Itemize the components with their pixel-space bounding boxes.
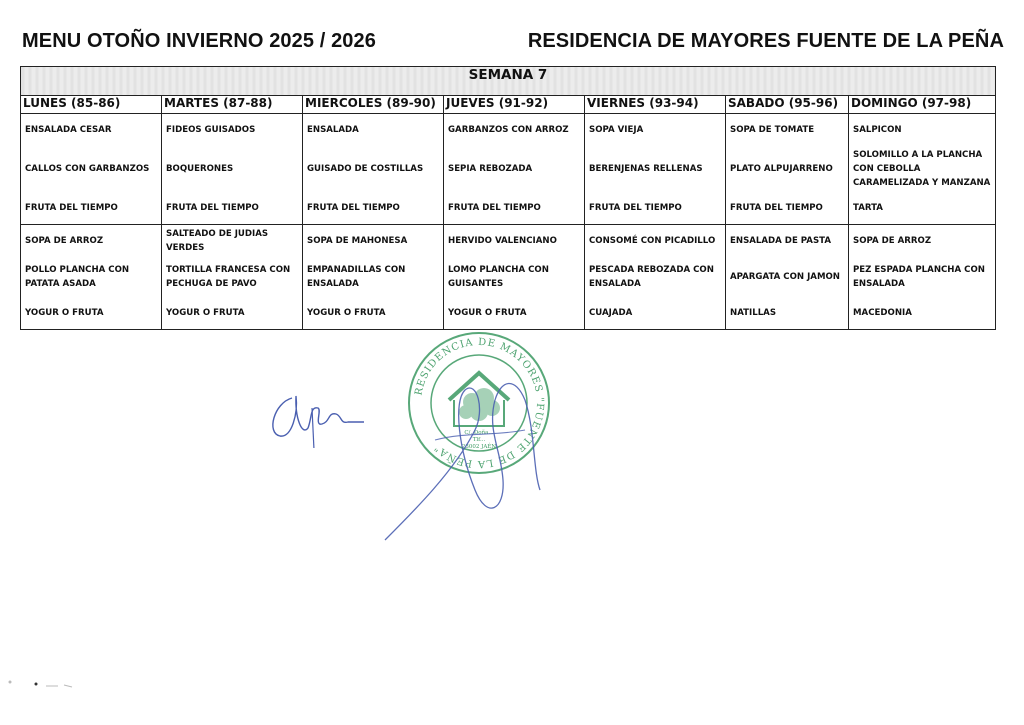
dinner-dessert: YOGUR O FRUTA — [166, 308, 245, 318]
stamp-address: C/. Doña... — [464, 430, 494, 436]
dinner-cell-friday — [585, 225, 726, 330]
lunch-second-course: BOQUERONES — [166, 164, 234, 174]
weekly-menu-table — [20, 66, 996, 330]
signature-right — [375, 340, 555, 560]
dinner-cell-saturday — [726, 225, 849, 330]
day-header-sunday: DOMINGO (97-98) — [849, 96, 996, 114]
day-header-row — [21, 96, 996, 114]
dinner-dessert: NATILLAS — [730, 308, 777, 318]
lunch-dessert: TARTA — [853, 203, 883, 213]
lunch-dessert: FRUTA DEL TIEMPO — [448, 203, 541, 213]
day-header-saturday: SABADO (95-96) — [726, 96, 849, 114]
lunch-first-course: SOPA VIEJA — [589, 125, 644, 135]
dinner-second-course: EMPANADILLAS CON ENSALADA — [307, 265, 406, 289]
dinner-second-course: APARGATA CON JAMON — [730, 272, 840, 282]
lunch-first-course: ENSALADA CESAR — [25, 125, 112, 135]
signature-left — [262, 378, 372, 448]
dinner-first-course: ENSALADA DE PASTA — [730, 236, 831, 246]
lunch-cell-friday — [585, 114, 726, 225]
dinner-cell-thursday — [444, 225, 585, 330]
day-header-tuesday: MARTES (87-88) — [162, 96, 303, 114]
lunch-second-course: SOLOMILLO A LA PLANCHA CON CEBOLLA CARAMELIZADA Y MANZANA — [853, 150, 991, 188]
stamp-ring-text: RESIDENCIA DE MAYORES "FUENTE DE LA PEÑA" — [413, 336, 546, 470]
lunch-cell-tuesday — [162, 114, 303, 225]
dinner-dessert: YOGUR O FRUTA — [307, 308, 386, 318]
dinner-dessert: YOGUR O FRUTA — [25, 308, 104, 318]
dinner-first-course: CONSOMÉ CON PICADILLO — [589, 236, 716, 246]
dinner-cell-tuesday — [162, 225, 303, 330]
lunch-first-course: GARBANZOS CON ARROZ — [448, 125, 569, 135]
dinner-dessert: CUAJADA — [589, 308, 633, 318]
day-header-thursday: JUEVES (91-92) — [444, 96, 585, 114]
dinner-dessert: YOGUR O FRUTA — [448, 308, 527, 318]
dinner-first-course: SOPA DE ARROZ — [25, 236, 104, 246]
residence-name: RESIDENCIA DE MAYORES FUENTE DE LA PEÑA — [527, 30, 1004, 52]
page-header — [20, 30, 1004, 56]
dinner-first-course: HERVIDO VALENCIANO — [448, 236, 557, 246]
lunch-cell-wednesday — [303, 114, 444, 225]
dinner-second-course: POLLO PLANCHA CON PATATA ASADA — [25, 265, 130, 289]
dinner-first-course: SOPA DE MAHONESA — [307, 236, 408, 246]
lunch-dessert: FRUTA DEL TIEMPO — [166, 203, 259, 213]
lunch-first-course: SOPA DE TOMATE — [730, 125, 815, 135]
dinner-cell-wednesday — [303, 225, 444, 330]
day-header-friday: VIERNES (93-94) — [585, 96, 726, 114]
lunch-cell-thursday — [444, 114, 585, 225]
lunch-first-course: ENSALADA — [307, 125, 359, 135]
lunch-second-course: SEPIA REBOZADA — [448, 164, 533, 174]
scan-mark — [6, 676, 86, 696]
lunch-second-course: BERENJENAS RELLENAS — [589, 164, 703, 174]
day-header-monday: LUNES (85-86) — [21, 96, 162, 114]
lunch-first-course: FIDEOS GUISADOS — [166, 125, 256, 135]
week-label: SEMANA 7 — [21, 67, 996, 96]
lunch-first-course: SALPICON — [853, 125, 902, 135]
lunch-dessert: FRUTA DEL TIEMPO — [730, 203, 823, 213]
dinner-second-course: LOMO PLANCHA CON GUISANTES — [448, 265, 549, 289]
dinner-first-course: SALTEADO DE JUDIAS VERDES — [166, 229, 269, 253]
lunch-dessert: FRUTA DEL TIEMPO — [25, 203, 118, 213]
dinner-cell-sunday — [849, 225, 996, 330]
dinner-first-course: SOPA DE ARROZ — [853, 236, 932, 246]
stamp-phone: Tlf... — [472, 437, 486, 443]
dinner-second-course: TORTILLA FRANCESA CON PECHUGA DE PAVO — [166, 265, 291, 289]
lunch-second-course: CALLOS CON GARBANZOS — [25, 164, 150, 174]
week-header-row — [21, 67, 996, 96]
lunch-row — [21, 114, 996, 225]
day-header-wednesday: MIERCOLES (89-90) — [303, 96, 444, 114]
lunch-dessert: FRUTA DEL TIEMPO — [307, 203, 400, 213]
dinner-cell-monday — [21, 225, 162, 330]
lunch-second-course: PLATO ALPUJARRENO — [730, 164, 833, 174]
dinner-second-course: PEZ ESPADA PLANCHA CON ENSALADA — [853, 265, 985, 289]
stamp-city: 23002 JAÉN — [461, 444, 497, 450]
dinner-dessert: MACEDONIA — [853, 308, 912, 318]
lunch-cell-sunday — [849, 114, 996, 225]
dinner-second-course: PESCADA REBOZADA CON ENSALADA — [589, 265, 714, 289]
lunch-cell-saturday — [726, 114, 849, 225]
lunch-dessert: FRUTA DEL TIEMPO — [589, 203, 682, 213]
menu-title: MENU OTOÑO INVIERNO 2025 / 2026 — [22, 30, 376, 52]
lunch-second-course: GUISADO DE COSTILLAS — [307, 164, 424, 174]
lunch-cell-monday — [21, 114, 162, 225]
dinner-row — [21, 225, 996, 330]
